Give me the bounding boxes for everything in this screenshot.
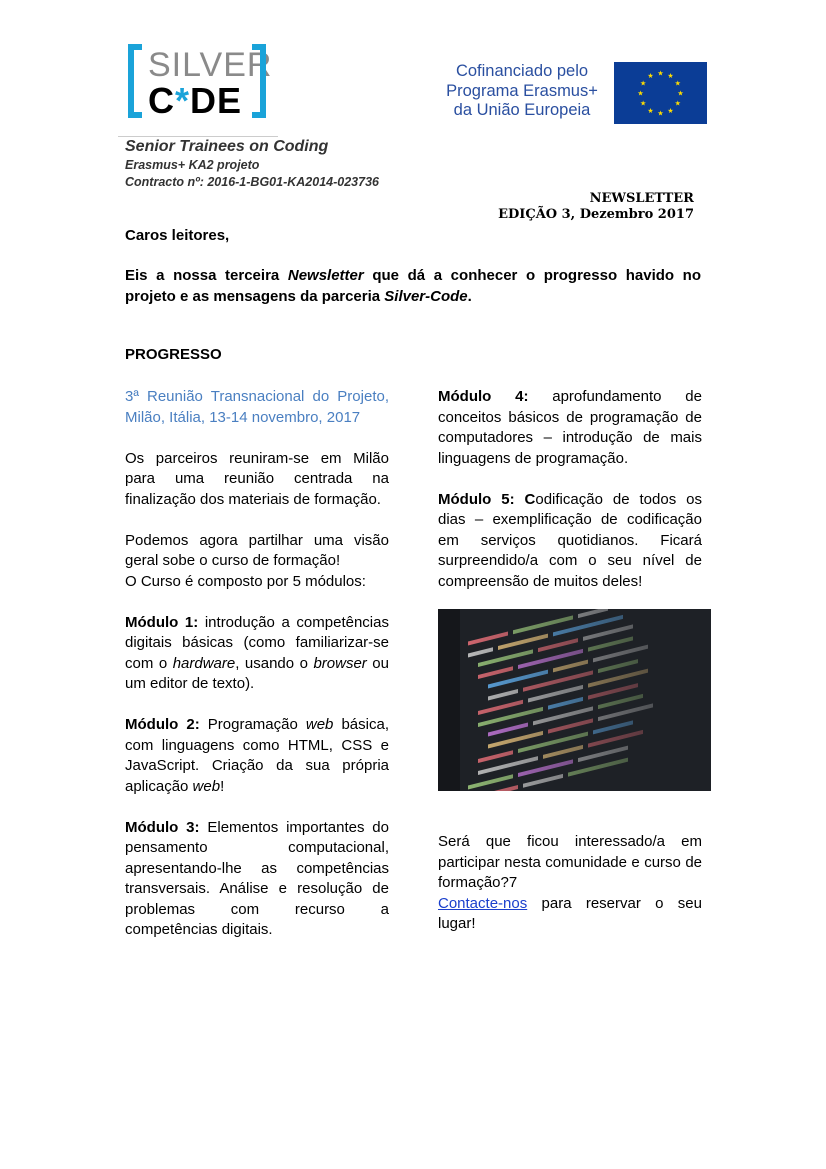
project-title: Senior Trainees on Coding xyxy=(125,138,329,155)
intro-paragraph: Eis a nossa terceira Newsletter que dá a conhecer o progresso havido no projeto e as mensagens da parceria Silver-Code. xyxy=(125,267,701,305)
left-column xyxy=(125,387,389,941)
eu-star: ★ xyxy=(657,110,664,118)
overview-paragraph: Podemos agora partilhar uma visão geral sobe o curso de formação! xyxy=(125,531,389,569)
logo-divider xyxy=(118,136,278,137)
module-4: Módulo 4: aprofundamento de conceitos básicos de programação de computadores – introdução de mais linguagens de programação. xyxy=(438,388,702,467)
eu-star: ★ xyxy=(640,100,647,108)
section-heading: PROGRESSO xyxy=(125,346,222,363)
right-column-top xyxy=(438,387,702,592)
course-modules-intro: O Curso é composto por 5 módulos: xyxy=(125,572,366,590)
eu-stars-icon xyxy=(614,62,707,124)
eu-funding-text: Cofinanciado pelo Programa Erasmus+ da União Europeia xyxy=(446,62,598,119)
eu-flag xyxy=(614,62,707,124)
greeting: Caros leitores, xyxy=(125,227,230,244)
code-lines-picture xyxy=(438,609,711,791)
eu-star: ★ xyxy=(667,107,674,115)
meeting-heading: 3ª Reunião Transnacional do Projeto, Milão, Itália, 13-14 novembro, 2017 xyxy=(125,388,389,426)
contact-paragraph: Contacte-nos para reservar o seu lugar! xyxy=(438,894,702,932)
closing-question: Será que ficou interessado/a em participar nesta comunidade e curso de formação?7 xyxy=(438,833,702,891)
module-5: Módulo 5: Codificação de todos os dias – exemplificação de codificação em serviços quotidianos. Ficará surpreendido/a com o seu nível de compreensão de muitos deles! xyxy=(438,490,702,590)
logo-left-bracket xyxy=(128,44,142,118)
silver-code-logo xyxy=(118,32,276,132)
project-subtitle: Erasmus+ KA2 projeto xyxy=(125,158,260,172)
module-1: Módulo 1: introdução a competências digitais básicas (como familiarizar-se com o hardware, usando o browser ou um editor de texto). xyxy=(125,613,389,692)
module-3: Módulo 3: Elementos importantes do pensamento computacional, apresentando-lhe as competências transversais. Análise e resolução de problemas com recurso a competências digitais. xyxy=(125,818,389,938)
logo-code-text: C*DE xyxy=(148,80,243,121)
eu-star: ★ xyxy=(674,100,681,108)
meeting-paragraph: Os parceiros reuniram-se em Milão para uma reunião centrada na finalização dos materiais de formação. xyxy=(125,449,389,508)
eu-star: ★ xyxy=(640,80,647,88)
eu-star: ★ xyxy=(667,73,674,81)
eu-star: ★ xyxy=(677,90,684,98)
module-2: Módulo 2: Programação web básica, com linguagens como HTML, CSS e JavaScript. Criação da sua própria aplicação web! xyxy=(125,716,389,795)
logo-right-bracket xyxy=(252,44,266,118)
eu-star: ★ xyxy=(657,70,664,78)
project-contract: Contracto nº: 2016-1-BG01-KA2014-023736 xyxy=(125,175,379,189)
right-column-bottom xyxy=(438,832,702,935)
logo-silver-text: SILVER xyxy=(148,46,273,84)
newsletter-label: NEWSLETTER xyxy=(589,191,694,206)
newsletter-edition: EDIÇÃO 3, Dezembro 2017 xyxy=(498,207,694,222)
eu-star: ★ xyxy=(647,107,654,115)
contact-link[interactable]: Contacte-nos xyxy=(438,894,528,912)
eu-star: ★ xyxy=(674,80,681,88)
eu-star: ★ xyxy=(647,73,654,81)
eu-star: ★ xyxy=(637,90,644,98)
code-screen-image xyxy=(438,609,711,791)
